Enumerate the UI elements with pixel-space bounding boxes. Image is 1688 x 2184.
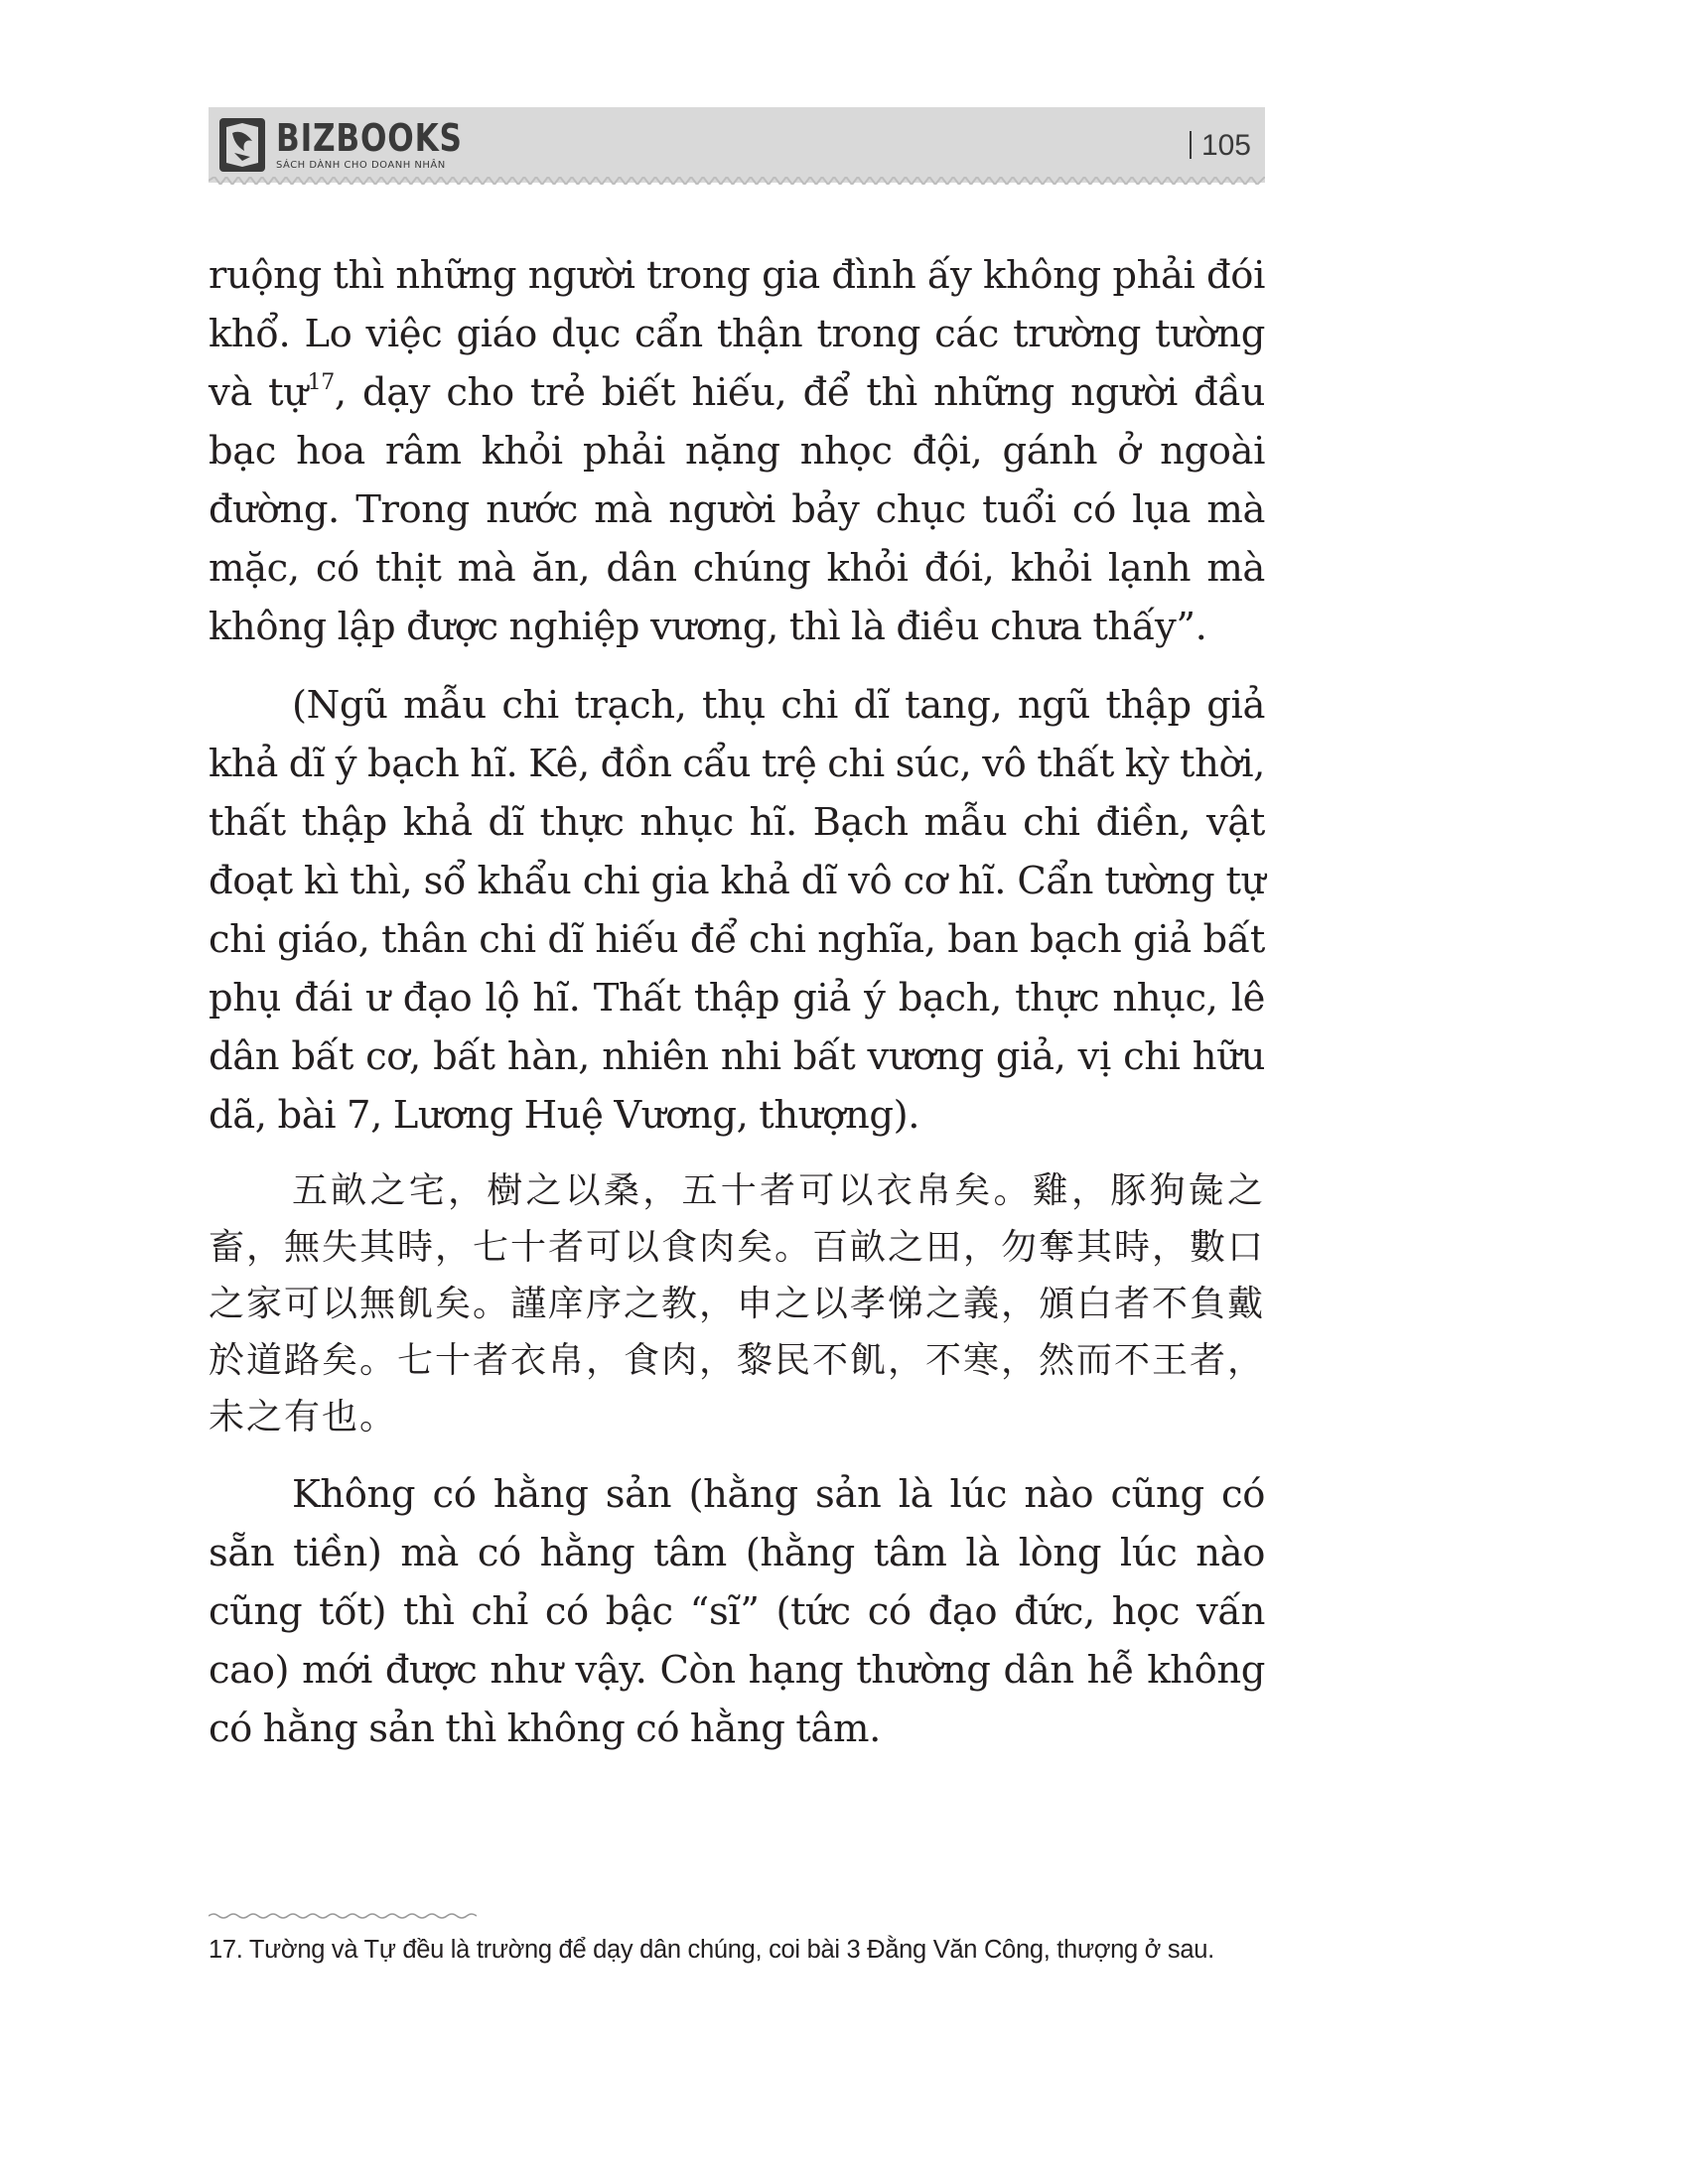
page-number-value: 105 [1200, 129, 1251, 162]
paragraph-transliteration: (Ngũ mẫu chi trạch, thụ chi dĩ tang, ngũ thập giả khả dĩ ý bạch hĩ. Kê, đồn cẩu trệ chi súc, vô thất kỳ thời, thất thập khả dĩ thực nhục hĩ. Bạch mẫu chi điền, vật đoạt kì thì, sổ khẩu chi gia khả dĩ vô cơ hĩ. Cẩn tường tự chi giáo, thân chi dĩ hiếu để chi nghĩa, ban bạch giả bất phụ đái ư đạo lộ hĩ. Thất thập giả ý bạch, thực nhục, lê dân bất cơ, bất hàn, nhiên nhi bất vương giả, vị chi hữu dã, bài 7, Lương Huệ Vương, thượng). [209, 683, 1265, 1138]
page-number [1190, 129, 1251, 163]
paragraph-chinese-original: 五畝之宅，樹之以桑，五十者可以衣帛矣。雞，豚狗彘之畜，無失其時，七十者可以食肉矣。百畝之田，勿奪其時，數口之家可以無飢矣。謹庠序之教，申之以孝悌之義，頒白者不負戴於道路矣。七十者衣帛，食肉，黎民不飢，不寒，然而不王者，未之有也。 [209, 1170, 1266, 1437]
header-zigzag-border [209, 177, 1265, 185]
body-text [209, 246, 1265, 1758]
bizbooks-logo [218, 113, 503, 177]
footnote-17: 17. Tường và Tự đều là trường để dạy dân chúng, coi bài 3 Đằng Văn Công, thượng ở sau. [209, 1936, 1214, 1964]
bizbooks-emblem-icon [218, 117, 266, 173]
page-number-divider [1190, 131, 1192, 159]
footnote-reference[interactable]: 17 [307, 370, 335, 395]
brand-name: BIZBOOKS [276, 116, 463, 160]
paragraph-continuation: ruộng thì những người trong gia đình ấy không phải đói khổ. Lo việc giáo dục cẩn thận trong các trường tường và tự$^{17}$, dạy cho trẻ biết hiếu, để thì những người đầu bạc hoa râm khỏi phải nặng nhọc đội, gánh ở ngoài đường. Trong nước mà người bảy chục tuổi có lụa mà mặc, có thịt mà ăn, dân chúng khỏi đói, khỏi lạnh mà không lập được nghiệp vương, thì là điều chưa thấy”. [209, 253, 1266, 649]
footnote-separator [209, 1912, 477, 1920]
paragraph-commentary: Không có hằng sản (hằng sản là lúc nào cũng có sẵn tiền) mà có hằng tâm (hằng tâm là lòng lúc nào cũng tốt) thì chỉ có bậc “sĩ” (tức có đạo đức, học vấn cao) mới được như vậy. Còn hạng thường dân hễ không có hằng sản thì không có hằng tâm. [209, 1472, 1265, 1751]
brand-tagline: SÁCH DÀNH CHO DOANH NHÂN [276, 160, 446, 171]
